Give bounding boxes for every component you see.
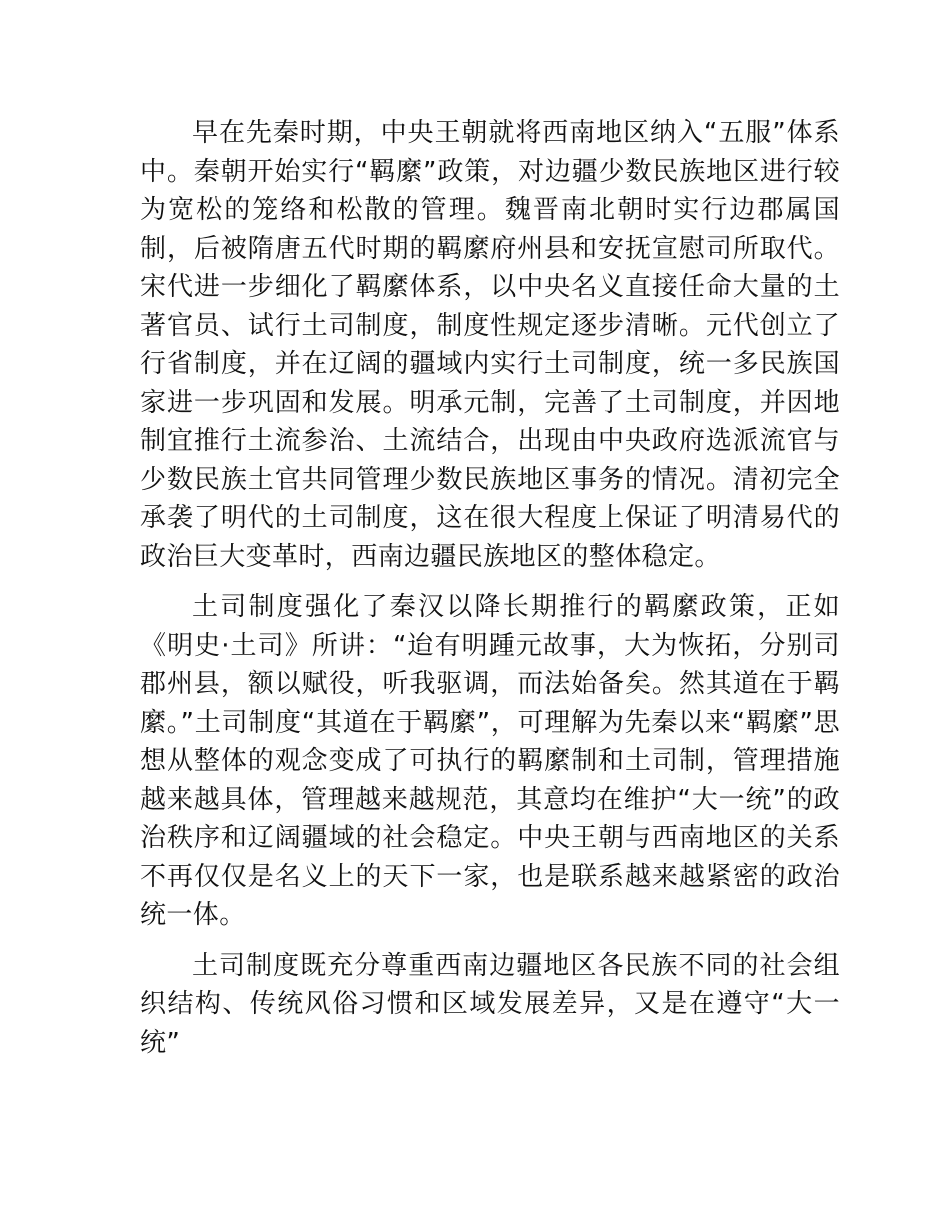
paragraph-2: 土司制度强化了秦汉以降长期推行的羁縻政策，正如《明史·土司》所讲：“迨有明踵元故事，大为恢拓，分别司郡州县，额以赋役，听我驱调，而法始备矣。然其道在于羁縻。”土司制度“其道在于羁縻”，可理解为先秦以来“羁縻”思想从整体的观念变成了可执行的羁縻制和土司制，管理措施越来越具体，管理越来越规范，其意均在维护“大一统”的政治秩序和辽阔疆域的社会稳定。中央王朝与西南地区的关系不再仅仅是名义上的天下一家，也是联系越来越紧密的政治统一体。 [140, 592, 840, 930]
paragraph-3: 土司制度既充分尊重西南边疆地区各民族不同的社会组织结构、传统风俗习惯和区域发展差异，又是在遵守“大一统” [140, 950, 840, 1058]
paragraph-1: 早在先秦时期，中央王朝就将西南地区纳入“五服”体系中。秦朝开始实行“羁縻”政策，对边疆少数民族地区进行较为宽松的笼络和松散的管理。魏晋南北朝时实行边郡属国制，后被隋唐五代时期的羁縻府州县和安抚宣慰司所取代。宋代进一步细化了羁縻体系，以中央名义直接任命大量的土著官员、试行土司制度，制度性规定逐步清晰。元代创立了行省制度，并在辽阔的疆域内实行土司制度，统一多民族国家进一步巩固和发展。明承元制，完善了土司制度，并因地制宜推行土流参治、土流结合，出现由中央政府选派流官与少数民族土官共同管理少数民族地区事务的情况。清初完全承袭了明代的土司制度，这在很大程度上保证了明清易代的政治巨大变革时，西南边疆民族地区的整体稳定。 [140, 118, 840, 572]
document-page [140, 114, 840, 1062]
